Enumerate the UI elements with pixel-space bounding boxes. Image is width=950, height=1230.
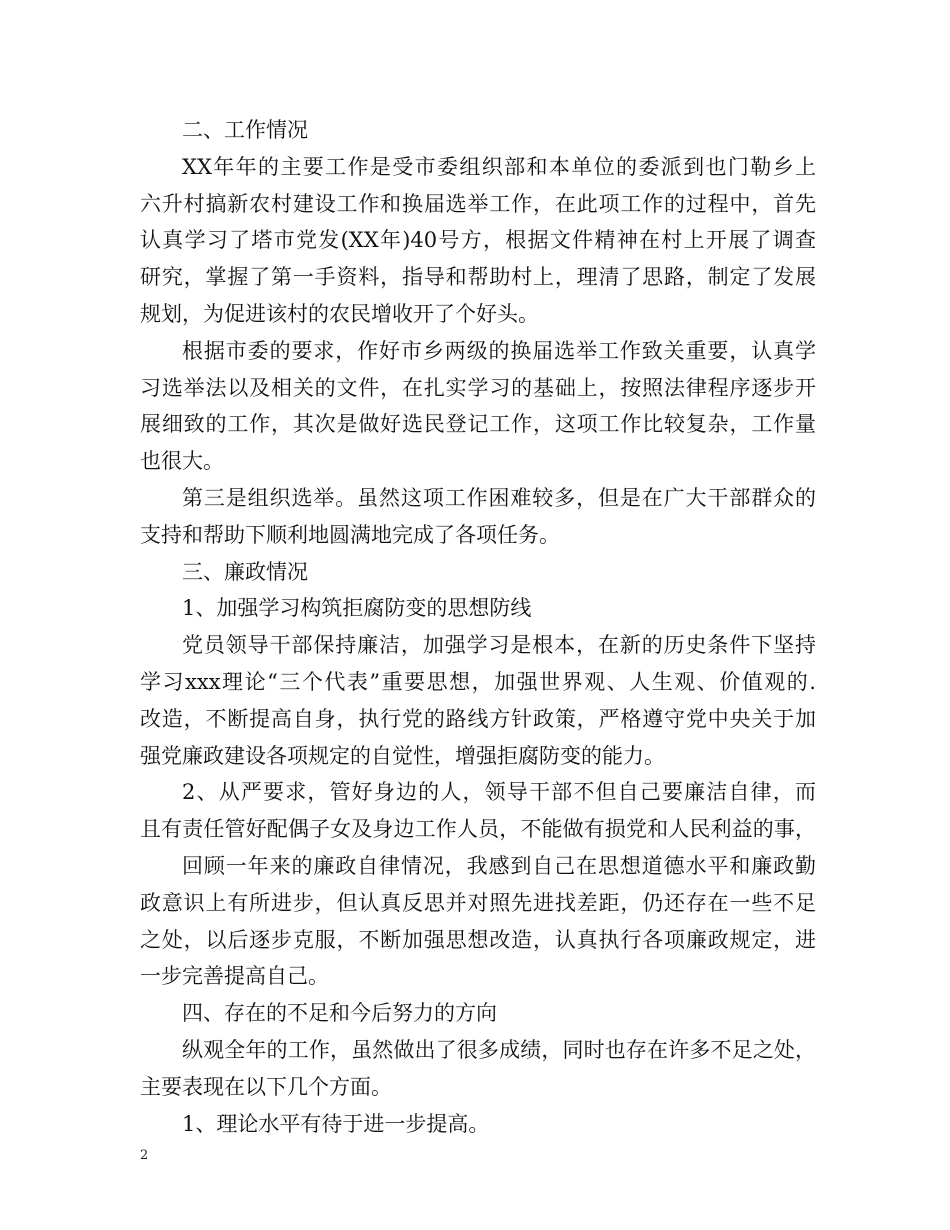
text-line: 认真学习了塔市党发(XX年)40号方，根据文件精神在村上开展了调查 [140,228,816,253]
text-line: 规划，为促进该村的农民增收开了个好头。 [140,301,539,326]
text-line: 也很大。 [140,449,224,474]
text-line: 2、从严要求，管好身边的人，领导干部不但自己要廉洁自律，而 [182,780,816,805]
text-line: 四、存在的不足和今后努力的方向 [182,1001,497,1026]
text-line: 习选举法以及相关的文件，在扎实学习的基础上，按照法律程序逐步开 [140,375,816,400]
text-line: 主要表现在以下几个方面。 [140,1074,392,1099]
page-number: 2 [140,1148,149,1163]
text-line: 改造，不断提高自身，执行党的路线方针政策，严格遵守党中央关于加 [140,706,816,731]
text-line: XX年年的主要工作是受市委组织部和本单位的委派到也门勒乡上 [182,154,816,179]
text-line: 且有责任管好配偶子女及身边工作人员，不能做有损党和人民利益的事， [140,817,816,842]
text-line: 一步完善提高自己。 [140,964,329,989]
text-line: 回顾一年来的廉政自律情况，我感到自己在思想道德水平和廉政勤 [182,853,816,878]
text-line: 六升村搞新农村建设工作和换届选举工作，在此项工作的过程中，首先 [140,191,816,216]
text-line: 三、廉政情况 [182,559,308,584]
text-line: 支持和帮助下顺利地圆满地完成了各项任务。 [140,522,560,547]
text-line: 研究，掌握了第一手资料，指导和帮助村上，理清了思路，制定了发展 [140,265,816,290]
text-line: 政意识上有所进步，但认真反思并对照先进找差距，仍还存在一些不足 [140,890,816,915]
text-line: 党员领导干部保持廉洁，加强学习是根本，在新的历史条件下坚持 [182,633,816,658]
text-line: 1、理论水平有待于进一步提高。 [182,1111,490,1136]
text-line: 1、加强学习构筑拒腐防变的思想防线 [182,596,532,621]
text-line: 二、工作情况 [182,118,308,142]
text-line: 强党廉政建设各项规定的自觉性，增强拒腐防变的能力。 [140,743,665,768]
text-line: 根据市委的要求，作好市乡两级的换届选举工作致关重要，认真学 [182,338,816,363]
text-line: 第三是组织选举。虽然这项工作困难较多，但是在广大干部群众的 [182,485,816,510]
text-line: 之处，以后逐步克服，不断加强思想改造，认真执行各项廉政规定，进 [140,927,816,952]
document-body [140,112,816,1142]
text-line: 学习xxx理论“三个代表”重要思想，加强世界观、人生观、价值观的. [140,669,816,694]
text-line: 纵观全年的工作，虽然做出了很多成绩，同时也存在许多不足之处， [182,1037,816,1062]
text-line: 展细致的工作，其次是做好选民登记工作，这项工作比较复杂，工作量 [140,412,816,437]
